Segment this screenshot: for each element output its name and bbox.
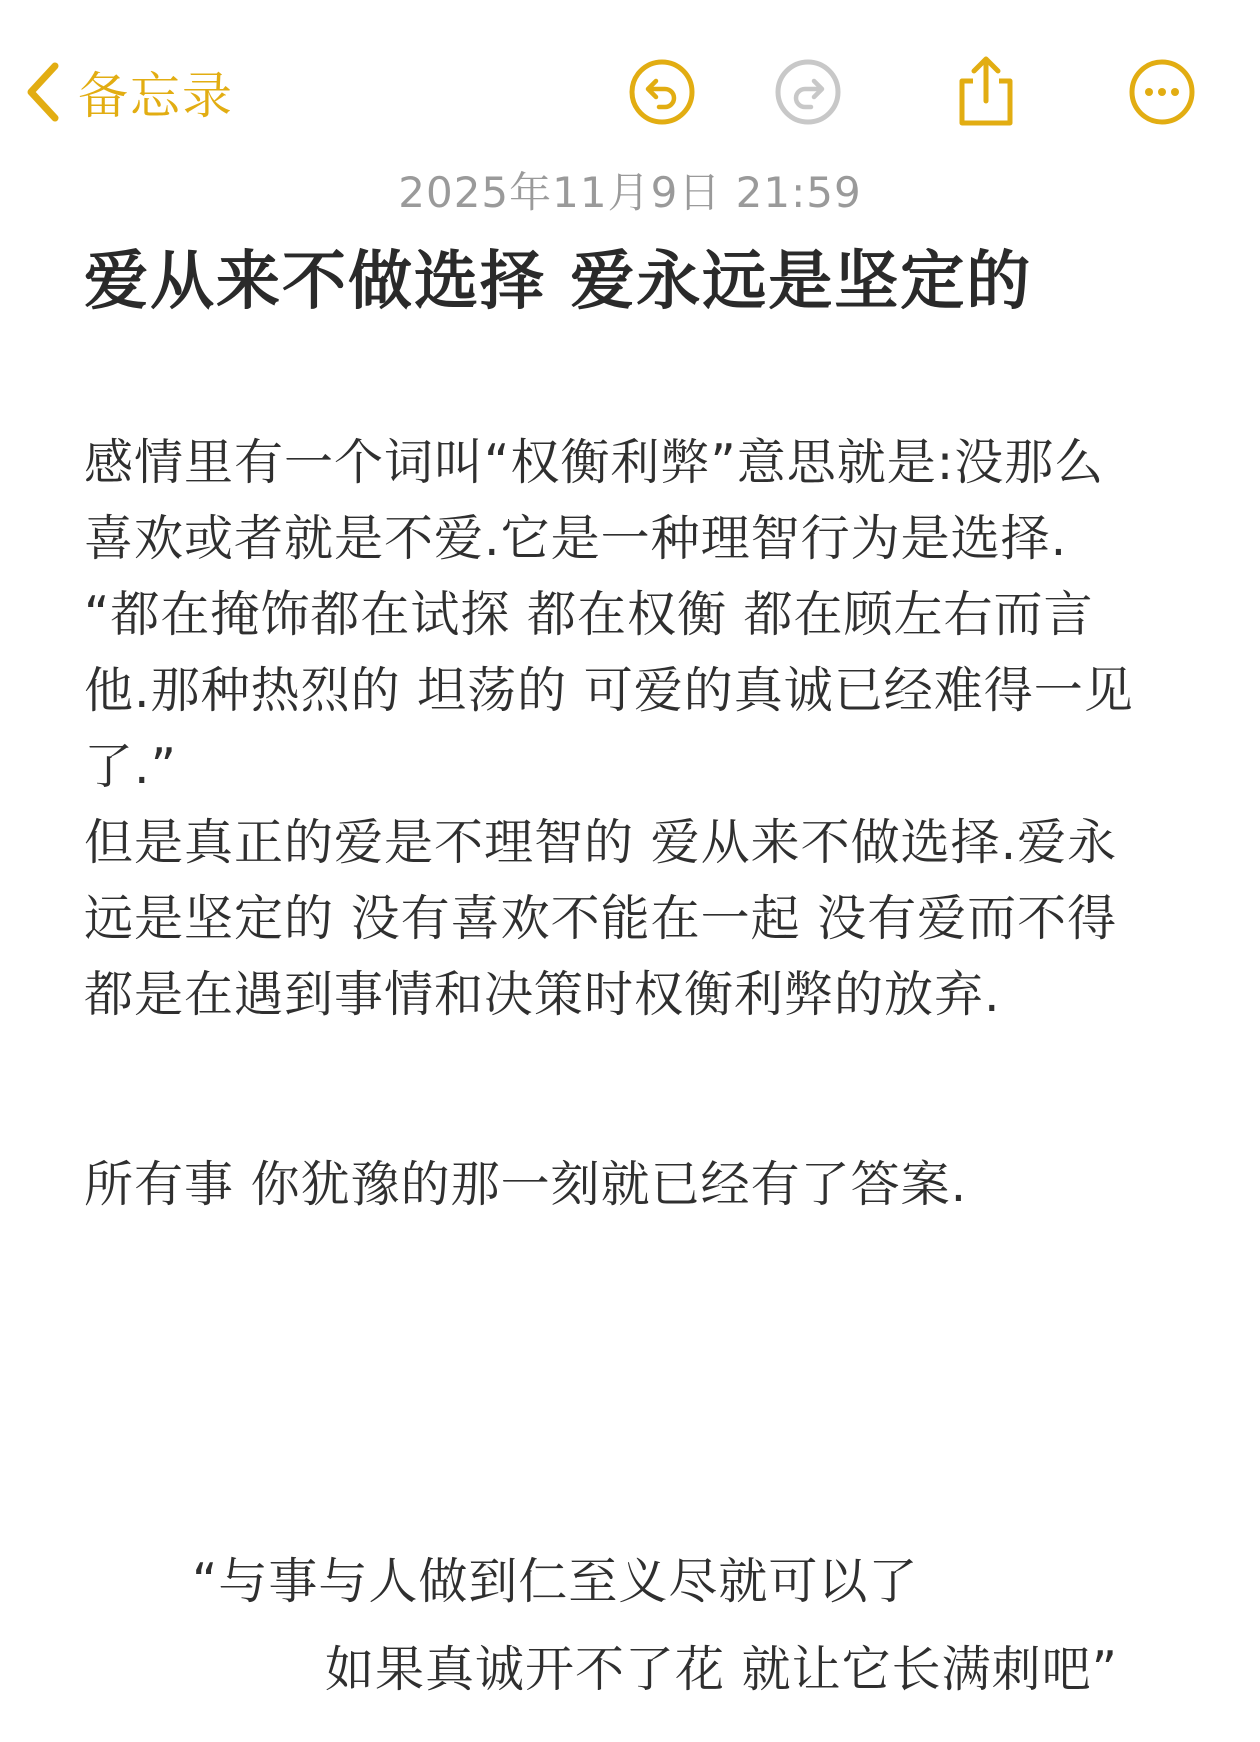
undo-button[interactable]	[624, 54, 700, 130]
quote-line: “与事与人做到仁至义尽就可以了	[192, 1553, 919, 1610]
quote-line: 如果真诚开不了花 就让它长满刺吧”	[325, 1641, 1118, 1698]
note-timestamp: 2025年11月9日 21:59	[398, 168, 862, 217]
more-icon	[1127, 57, 1197, 127]
body-line: 喜欢或者就是不爱.它是一种理智行为是选择.	[84, 510, 1068, 567]
note-title[interactable]: 爱从来不做选择 爱永远是坚定的	[84, 245, 1033, 319]
undo-icon	[627, 57, 697, 127]
closing-line: 所有事 你犹豫的那一刻就已经有了答案.	[84, 1156, 968, 1213]
back-button-label: 备忘录	[78, 67, 234, 125]
body-line: 远是坚定的 没有喜欢不能在一起 没有爱而不得	[84, 890, 1118, 947]
share-button[interactable]	[948, 54, 1024, 130]
navigation-bar	[0, 0, 1260, 170]
body-line: “都在掩饰都在试探 都在权衡 都在顾左右而言	[84, 586, 1094, 643]
body-line: 但是真正的爱是不理智的 爱从来不做选择.爱永	[84, 814, 1118, 871]
body-line: 了.”	[84, 738, 177, 795]
redo-icon	[773, 57, 843, 127]
body-line: 都是在遇到事情和决策时权衡利弊的放弃.	[84, 966, 1001, 1023]
body-line: 他.那种热烈的 坦荡的 可爱的真诚已经难得一见	[84, 662, 1134, 719]
body-line: 感情里有一个词叫“权衡利弊”意思就是:没那么	[84, 434, 1105, 491]
redo-button[interactable]	[770, 54, 846, 130]
back-button[interactable]	[22, 52, 234, 132]
share-icon	[953, 55, 1019, 129]
more-button[interactable]	[1124, 54, 1200, 130]
chevron-left-icon	[22, 60, 62, 124]
